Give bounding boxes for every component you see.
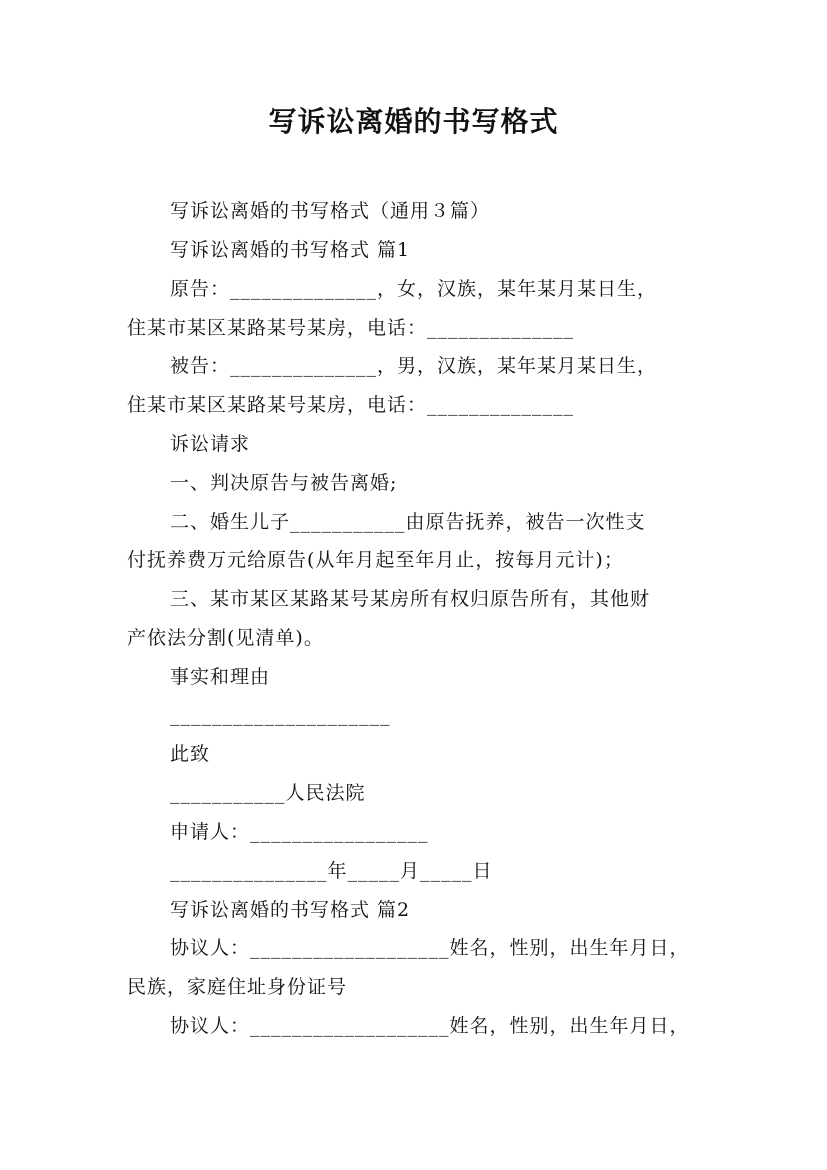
facts-blank: _____________________ <box>170 704 391 726</box>
plaintiff-line: 原告：______________，女，汉族，某年某月某日生， <box>170 278 658 300</box>
party-1-line: 协议人：___________________姓名，性别，出生年月日， <box>170 937 690 959</box>
section-heading-2: 写诉讼离婚的书写格式 篇2 <box>170 899 411 921</box>
claim-1: 一、判决原告与被告离婚; <box>170 472 398 494</box>
claim-3-continued: 产依法分割(见清单)。 <box>127 627 324 649</box>
claim-2: 二、婚生儿子___________由原告抚养，被告一次性支 <box>170 511 646 533</box>
section-heading-1: 写诉讼离婚的书写格式 篇1 <box>170 239 411 261</box>
court-line: ___________人民法院 <box>170 782 366 804</box>
claim-2-continued: 付抚养费万元给原告(从年月起至年月止，按每月元计)； <box>127 549 624 571</box>
date-line: _______________年_____月_____日 <box>170 860 493 882</box>
closing-line: 此致 <box>170 743 211 765</box>
defendant-line: 被告：______________，男，汉族，某年某月某日生， <box>170 355 658 377</box>
claim-3: 三、某市某区某路某号某房所有权归原告所有，其他财 <box>170 588 651 610</box>
document-title: 写诉讼离婚的书写格式 <box>268 105 559 138</box>
party-1-continued: 民族，家庭住址身份证号 <box>127 976 348 998</box>
applicant-line: 申请人：_________________ <box>170 821 429 843</box>
claims-heading: 诉讼请求 <box>170 433 251 455</box>
facts-heading: 事实和理由 <box>170 666 271 688</box>
party-2-line: 协议人：___________________姓名，性别，出生年月日， <box>170 1015 690 1037</box>
defendant-address-line: 住某市某区某路某号某房，电话：______________ <box>127 394 575 416</box>
plaintiff-address-line: 住某市某区某路某号某房，电话：______________ <box>127 317 575 339</box>
subtitle-line: 写诉讼离婚的书写格式（通用３篇） <box>170 200 491 222</box>
